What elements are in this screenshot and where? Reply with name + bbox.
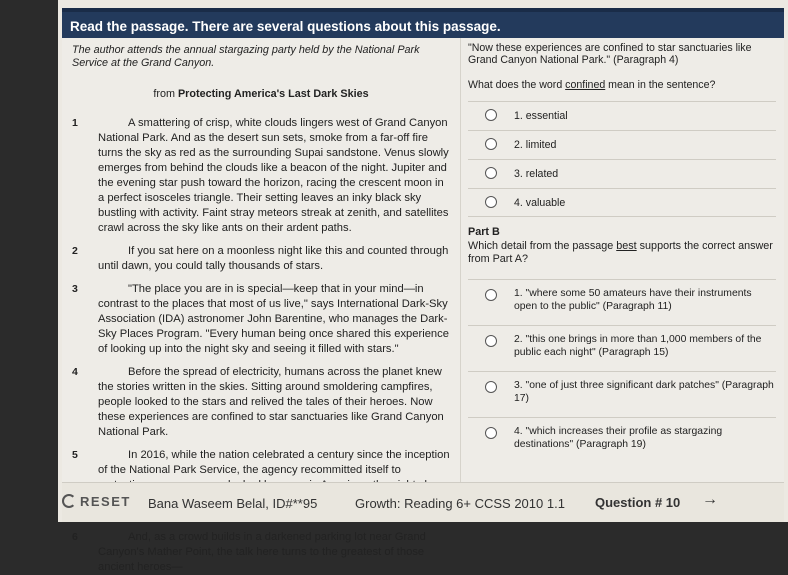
- reset-button[interactable]: [62, 494, 131, 509]
- paragraph: [72, 282, 450, 357]
- answer-choice-a3[interactable]: [468, 159, 776, 188]
- prompt-target-word: confined: [565, 78, 606, 91]
- radio-button[interactable]: [485, 381, 497, 393]
- passage-intro: The author attends the annual stargazing party held by the National Park Service at the Grand Canyon.: [72, 44, 420, 69]
- choice-label: 2. limited: [514, 139, 557, 152]
- question-panel[interactable]: [460, 38, 784, 482]
- test-info: Growth: Reading 6+ CCSS 2010 1.1: [355, 496, 565, 511]
- reset-icon: [62, 494, 76, 508]
- choice-label: 2. "this one brings in more than 1,000 members of the public each night" (Paragraph 15): [514, 333, 762, 358]
- answer-choice-b4[interactable]: [468, 417, 776, 463]
- passage-source: [72, 87, 450, 102]
- answer-choice-b3[interactable]: [468, 371, 776, 417]
- choice-label: 1. essential: [514, 110, 568, 123]
- source-prefix: from: [153, 88, 178, 100]
- answer-choice-b1[interactable]: [468, 279, 776, 325]
- paragraph: [72, 244, 450, 274]
- radio-button[interactable]: [485, 335, 497, 347]
- paragraph-number: 3: [72, 283, 78, 295]
- prompt-text: mean in the sentence?: [605, 78, 716, 91]
- choice-label: 1. "where some 50 amateurs have their instruments open to the public" (Paragraph 11): [514, 287, 752, 312]
- student-name: Bana Waseem Belal, ID#**95: [148, 496, 318, 511]
- answer-choice-a2[interactable]: [468, 130, 776, 159]
- radio-button[interactable]: [485, 109, 497, 121]
- paragraph-number: 5: [72, 449, 78, 461]
- source-title: Protecting America's Last Dark Skies: [177, 88, 369, 100]
- paragraph-text: If you sat here on a moonless night like this and counted through until dawn, you could tally thousands of stars.: [98, 245, 449, 272]
- paragraph-text: And, as a crowd builds in a darkened parking lot near Grand Canyon's Mather Point, the talk here turns to the greatest of those ancient heroes—: [98, 531, 426, 573]
- paragraph: [72, 530, 450, 575]
- instructions-title: Read the passage. There are several questions about this passage.: [70, 19, 501, 34]
- next-arrow-icon[interactable]: →: [702, 491, 718, 508]
- paragraph-number: 1: [72, 117, 78, 129]
- prompt-emphasis-word: best: [616, 239, 637, 252]
- prompt-text: supports the correct answer from Part A?: [468, 239, 773, 265]
- part-a-prompt: [468, 79, 776, 93]
- radio-button[interactable]: [485, 196, 497, 208]
- paragraph-number: 6: [72, 531, 78, 543]
- part-b-title: Part B: [468, 226, 500, 239]
- paragraph: [72, 116, 450, 236]
- paragraph-number: 2: [72, 245, 78, 257]
- choice-label: 4. valuable: [514, 197, 566, 210]
- paragraph: [72, 365, 450, 440]
- choice-label: 3. "one of just three significant dark patches" (Paragraph 17): [514, 379, 774, 404]
- answer-choice-a1[interactable]: [468, 101, 776, 130]
- radio-button[interactable]: [485, 138, 497, 150]
- choice-label: 4. "which increases their profile as stargazing destinations" (Paragraph 19): [514, 425, 723, 450]
- paragraph-text: A smattering of crisp, white clouds lingers west of Grand Canyon National Park. And as the desert sun sets, smoke from a far-off fire turns the sky as red as the surrounding Supai sandstone. Venus slowly emerges from behind the clouds like a beacon of the night. Jupiter and the evening star push toward the horizon, racing the crescent moon in a perfect isosceles triangle. Their setting leaves an inky black sky bustling with activity. Faint stray meteors streak at zenith, and satellites crawl across the sky like ants on their ardent paths.: [98, 117, 449, 234]
- paragraph-text: In 2016, while the nation celebrated a century since the inception of the National Park Service, the agency recommitted itself to: [98, 449, 450, 476]
- footer-bar: [62, 482, 784, 522]
- radio-button[interactable]: [485, 289, 497, 301]
- question-quote: "Now these experiences are confined to star sanctuaries like Grand Canyon National Park." (Paragraph 4): [468, 42, 752, 67]
- reset-label: RESET: [80, 494, 131, 509]
- answer-choice-b2[interactable]: [468, 325, 776, 371]
- choice-label: 3. related: [514, 168, 559, 181]
- paragraph-text: "The place you are in is special—keep that in your mind—in contrast to the places that most of us live," says International Dark-Sky Association (IDA) astronomer John Barentine, who manages the Dark-Sky Places Program. "Every human being once shared this experience of looking up into the night sky and seeing it filled with stars.": [98, 283, 449, 355]
- question-number: Question # 10: [595, 495, 681, 510]
- paragraph-text: Before the spread of electricity, humans across the planet knew the stories written in the skies. Sitting around smoldering campfires, people looked to the stars and relived the tales of their heroes. Now these experiences are confined to star sanctuaries like Grand Canyon National Park.: [98, 366, 444, 438]
- radio-button[interactable]: [485, 427, 497, 439]
- prompt-text: Which detail from the passage: [468, 239, 617, 252]
- part-b-prompt: [468, 240, 776, 266]
- paragraph-number: 4: [72, 366, 78, 378]
- instructions-header: [62, 8, 784, 38]
- prompt-text: What does the word: [468, 78, 566, 91]
- radio-button[interactable]: [485, 167, 497, 179]
- answer-choice-a4[interactable]: [468, 188, 776, 217]
